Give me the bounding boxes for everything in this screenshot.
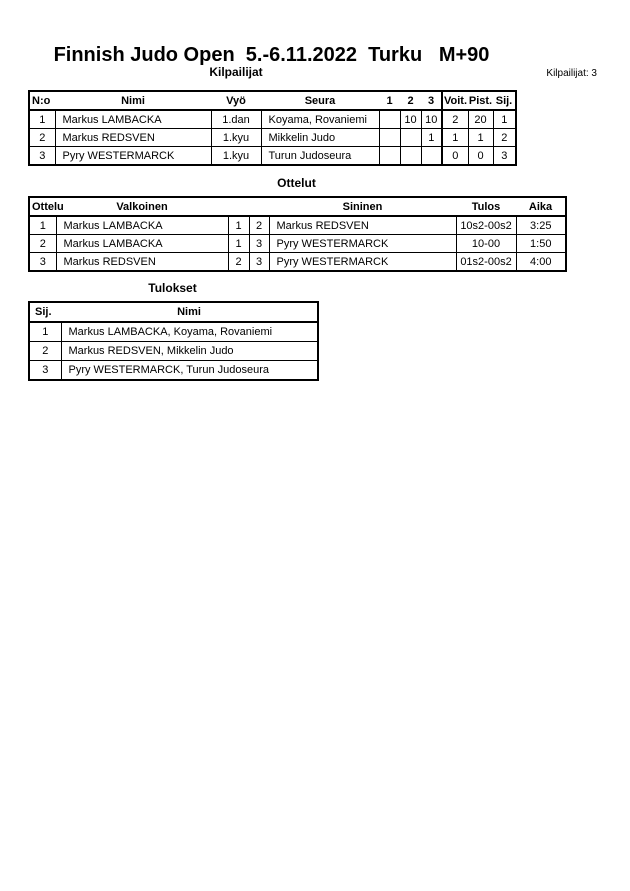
col-header-name: Nimi xyxy=(61,302,318,322)
match-time: 1:50 xyxy=(516,235,566,253)
blue-name: Markus REDSVEN xyxy=(269,216,456,235)
blue-number: 3 xyxy=(249,235,269,253)
match-time: 3:25 xyxy=(516,216,566,235)
col-header-round2: 2 xyxy=(400,91,421,110)
competitor-round2: 10 xyxy=(400,110,421,129)
match-result: 10-00 xyxy=(456,235,516,253)
white-name: Markus LAMBACKA xyxy=(56,235,228,253)
competitor-points: 1 xyxy=(468,129,493,147)
results-table xyxy=(28,301,319,381)
competitor-no: 1 xyxy=(29,110,55,129)
competitors-count-label: Kilpailijat: 3 xyxy=(546,68,597,79)
col-header-place: Sij. xyxy=(493,91,516,110)
col-header-place: Sij. xyxy=(29,302,61,322)
competitor-club: Turun Judoseura xyxy=(261,147,379,166)
results-header-row xyxy=(29,302,318,322)
white-number: 1 xyxy=(228,235,249,253)
match-row xyxy=(29,235,566,253)
competitor-place: 1 xyxy=(493,110,516,129)
matches-table xyxy=(28,196,567,272)
result-place: 3 xyxy=(29,361,61,381)
results-heading: Tulokset xyxy=(148,281,197,295)
competitor-no: 2 xyxy=(29,129,55,147)
competitor-belt: 1.kyu xyxy=(211,147,261,166)
competitor-round2 xyxy=(400,129,421,147)
competitor-points: 0 xyxy=(468,147,493,166)
col-header-blue-no xyxy=(249,197,269,216)
col-header-white: Valkoinen xyxy=(56,197,228,216)
col-header-belt: Vyö xyxy=(211,91,261,110)
competitor-round1 xyxy=(379,129,400,147)
page-title: Finnish Judo Open 5.-6.11.2022 Turku M+90 xyxy=(53,44,490,66)
white-number: 2 xyxy=(228,253,249,272)
matches-heading: Ottelut xyxy=(277,176,316,190)
white-name: Markus LAMBACKA xyxy=(56,216,228,235)
col-header-result: Tulos xyxy=(456,197,516,216)
competitor-belt: 1.dan xyxy=(211,110,261,129)
blue-number: 3 xyxy=(249,253,269,272)
competitor-round2 xyxy=(400,147,421,166)
col-header-round1: 1 xyxy=(379,91,400,110)
competitor-name: Markus REDSVEN xyxy=(55,129,211,147)
white-number: 1 xyxy=(228,216,249,235)
col-header-no: N:o xyxy=(29,91,55,110)
result-row xyxy=(29,322,318,342)
match-row xyxy=(29,253,566,272)
competitor-round3: 10 xyxy=(421,110,442,129)
competitor-no: 3 xyxy=(29,147,55,166)
competitors-table xyxy=(28,90,517,166)
competitor-round3 xyxy=(421,147,442,166)
result-name: Markus LAMBACKA, Koyama, Rovaniemi xyxy=(61,322,318,342)
result-place: 2 xyxy=(29,342,61,361)
competitor-row xyxy=(29,147,516,166)
competitor-place: 2 xyxy=(493,129,516,147)
competitor-club: Mikkelin Judo xyxy=(261,129,379,147)
competitor-place: 3 xyxy=(493,147,516,166)
competitor-belt: 1.kyu xyxy=(211,129,261,147)
competitor-round1 xyxy=(379,110,400,129)
competitor-round1 xyxy=(379,147,400,166)
competitors-header-row xyxy=(29,91,516,110)
col-header-club: Seura xyxy=(261,91,379,110)
match-no: 1 xyxy=(29,216,56,235)
result-row xyxy=(29,342,318,361)
col-header-time: Aika xyxy=(516,197,566,216)
competitor-club: Koyama, Rovaniemi xyxy=(261,110,379,129)
result-row xyxy=(29,361,318,381)
competitor-row xyxy=(29,110,516,129)
col-header-points: Pist. xyxy=(468,91,493,110)
competitor-name: Markus LAMBACKA xyxy=(55,110,211,129)
col-header-wins: Voit. xyxy=(442,91,468,110)
col-header-white-no xyxy=(228,197,249,216)
competitor-wins: 1 xyxy=(442,129,468,147)
blue-name: Pyry WESTERMARCK xyxy=(269,253,456,272)
competitor-row xyxy=(29,129,516,147)
match-result: 10s2-00s2 xyxy=(456,216,516,235)
competitor-name: Pyry WESTERMARCK xyxy=(55,147,211,166)
match-row xyxy=(29,216,566,235)
matches-header-row xyxy=(29,197,566,216)
col-header-name: Nimi xyxy=(55,91,211,110)
blue-number: 2 xyxy=(249,216,269,235)
result-name: Markus REDSVEN, Mikkelin Judo xyxy=(61,342,318,361)
match-time: 4:00 xyxy=(516,253,566,272)
match-no: 2 xyxy=(29,235,56,253)
competitors-heading: Kilpailijat xyxy=(209,65,263,79)
competitor-wins: 2 xyxy=(442,110,468,129)
match-result: 01s2-00s2 xyxy=(456,253,516,272)
col-header-round3: 3 xyxy=(421,91,442,110)
col-header-blue: Sininen xyxy=(269,197,456,216)
blue-name: Pyry WESTERMARCK xyxy=(269,235,456,253)
white-name: Markus REDSVEN xyxy=(56,253,228,272)
competitor-wins: 0 xyxy=(442,147,468,166)
result-place: 1 xyxy=(29,322,61,342)
competitor-round3: 1 xyxy=(421,129,442,147)
match-no: 3 xyxy=(29,253,56,272)
result-name: Pyry WESTERMARCK, Turun Judoseura xyxy=(61,361,318,381)
col-header-match-no: Ottelu xyxy=(29,197,56,216)
competitor-points: 20 xyxy=(468,110,493,129)
